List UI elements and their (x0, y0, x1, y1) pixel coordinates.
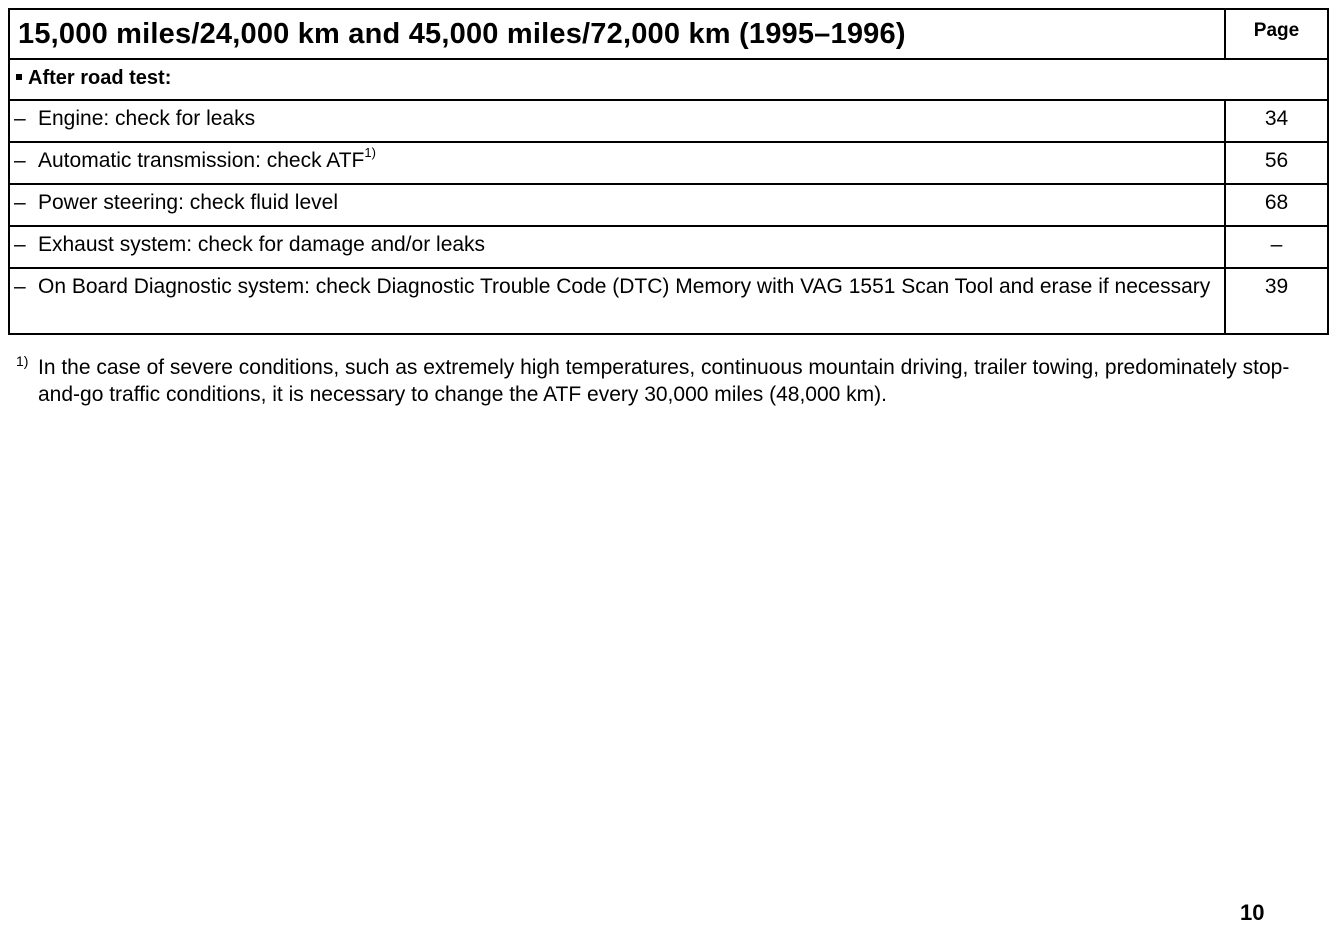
maintenance-sheet (8, 8, 1327, 335)
table-row (9, 226, 1328, 268)
footnote-mark: 1) (16, 353, 29, 369)
item-page-ref: 68 (1225, 184, 1328, 226)
item-page-ref: – (1225, 226, 1328, 268)
section-heading (9, 59, 1328, 100)
dash-marker: – (14, 191, 26, 214)
table-header-row (9, 9, 1328, 59)
table-row (9, 184, 1328, 226)
page-number: 10 (1240, 900, 1265, 925)
item-description (9, 268, 1225, 334)
item-text: On Board Diagnostic system: check Diagnostic Trouble Code (DTC) Memory with VAG 1551 Scan Tool and erase if necessary (38, 275, 1211, 298)
page-column-header: Page (1225, 9, 1328, 59)
table-row (9, 100, 1328, 142)
item-text: Engine: check for leaks (38, 107, 256, 130)
item-description (9, 142, 1225, 184)
section-row (9, 59, 1328, 100)
item-text: Power steering: check fluid level (38, 191, 338, 214)
item-description (9, 226, 1225, 268)
footnote (16, 354, 1316, 408)
dash-marker: – (14, 275, 26, 298)
dash-marker: – (14, 233, 26, 256)
maintenance-table (8, 8, 1329, 335)
item-description (9, 100, 1225, 142)
item-description (9, 184, 1225, 226)
item-page-ref: 56 (1225, 142, 1328, 184)
item-text: Automatic transmission: check ATF (38, 149, 365, 172)
section-label: After road test: (28, 67, 172, 89)
footnote-ref: 1) (364, 145, 376, 160)
item-page-ref: 39 (1225, 268, 1328, 334)
dash-marker: – (14, 149, 26, 172)
bullet-icon (16, 74, 22, 80)
table-row (9, 268, 1328, 334)
interval-title: 15,000 miles/24,000 km and 45,000 miles/72,000 km (1995–1996) (9, 9, 1225, 59)
item-text: Exhaust system: check for damage and/or leaks (38, 233, 486, 256)
footnote-text: In the case of severe conditions, such as extremely high temperatures, continuous mountain driving, trailer towing, predominately stop-and-go traffic conditions, it is necessary to change the ATF every 30,000 miles (48,000 km). (38, 356, 1290, 406)
table-row (9, 142, 1328, 184)
item-page-ref: 34 (1225, 100, 1328, 142)
dash-marker: – (14, 107, 26, 130)
